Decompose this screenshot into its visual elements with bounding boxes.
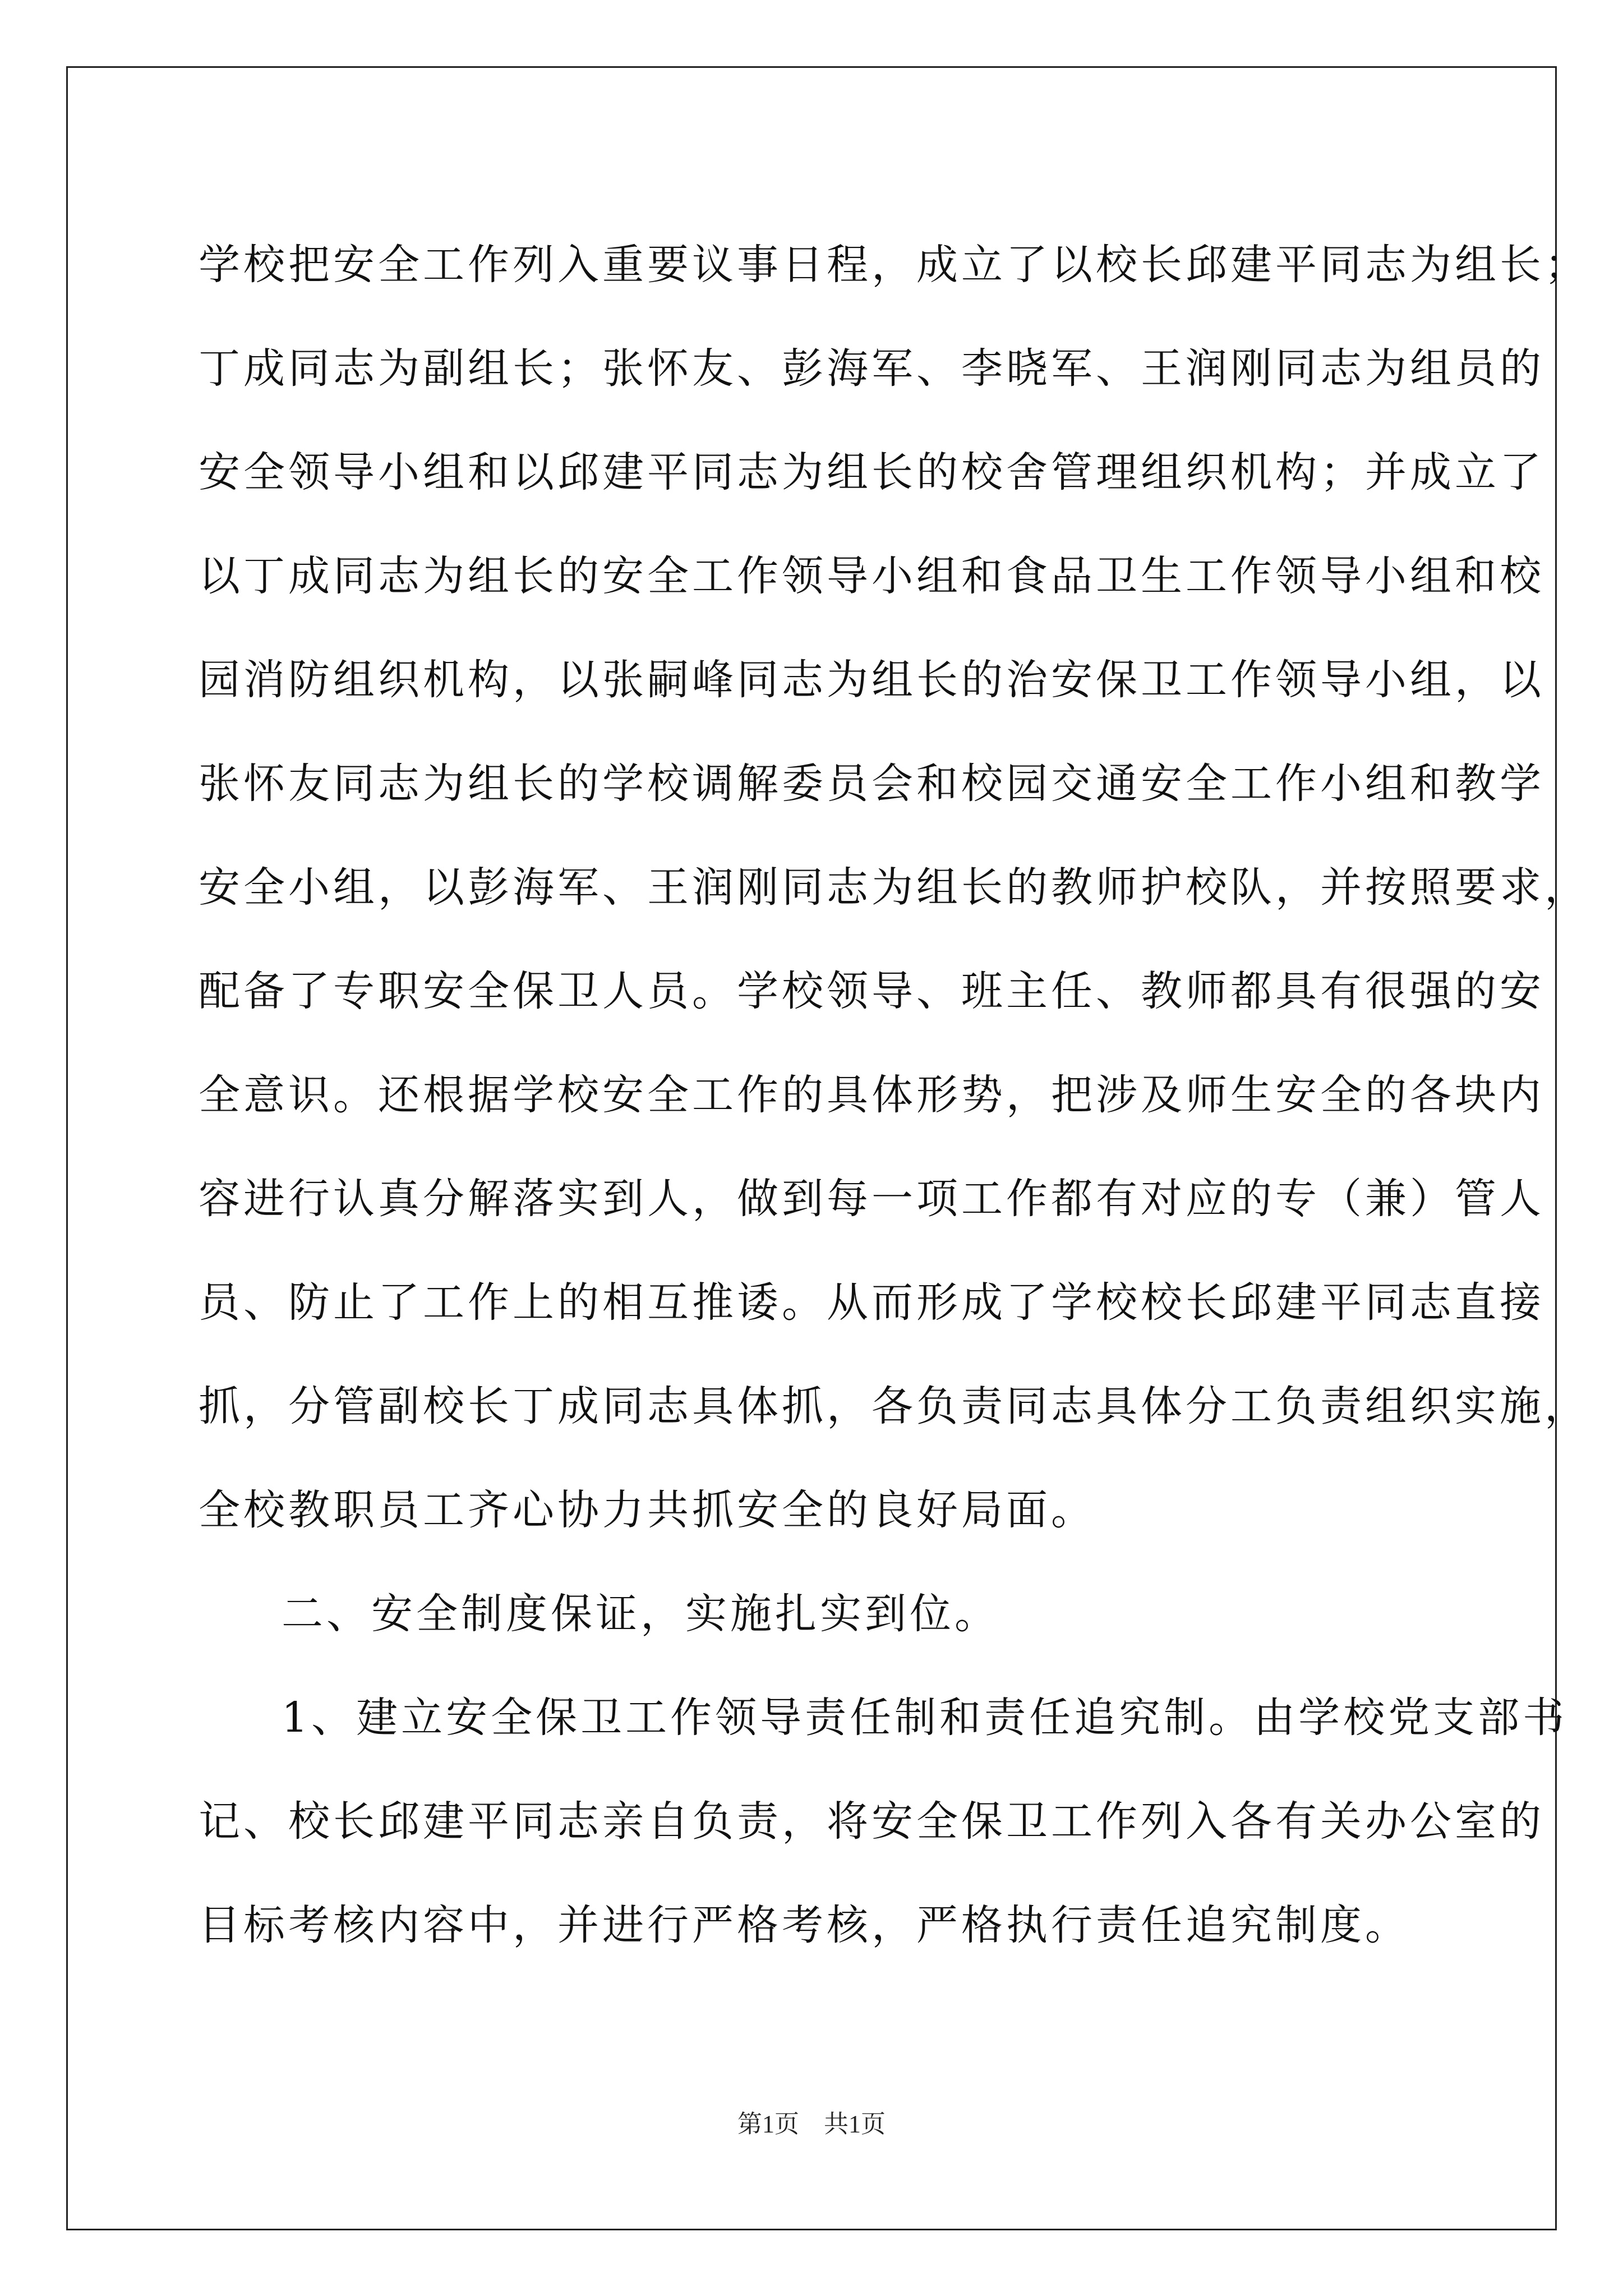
body-line: 全校教职员工齐心协力共抓安全的良好局面。 bbox=[199, 1486, 1096, 1534]
body-line: 安全小组，以彭海军、王润刚同志为组长的教师护校队，并按照要求， bbox=[199, 863, 1589, 912]
body-line: 全意识。还根据学校安全工作的具体形势，把涉及师生安全的各块内 bbox=[199, 1071, 1544, 1119]
document-body bbox=[199, 213, 1589, 1977]
body-line: 安全领导小组和以邱建平同志为组长的校舍管理组织机构；并成立了 bbox=[199, 448, 1544, 496]
section-heading: 二、安全制度保证，实施扎实到位。 bbox=[282, 1590, 999, 1638]
item-1-line: 记、校长邱建平同志亲自负责，将安全保卫工作列入各有关办公室的 bbox=[199, 1797, 1544, 1846]
item-1-line: 目标考核内容中，并进行严格考核，严格执行责任追究制度。 bbox=[199, 1901, 1410, 1949]
page-number-footer: 第1页 共1页 bbox=[737, 2110, 886, 2138]
body-line: 配备了专职安全保卫人员。学校领导、班主任、教师都具有很强的安 bbox=[199, 967, 1544, 1015]
body-line: 张怀友同志为组长的学校调解委员会和校园交通安全工作小组和教学 bbox=[199, 760, 1544, 808]
body-line: 丁成同志为副组长；张怀友、彭海军、李晓军、王润刚同志为组员的 bbox=[199, 344, 1544, 393]
body-line: 容进行认真分解落实到人，做到每一项工作都有对应的专（兼）管人 bbox=[199, 1175, 1544, 1223]
body-line: 学校把安全工作列入重要议事日程，成立了以校长邱建平同志为组长； bbox=[199, 241, 1589, 289]
body-line: 员、防止了工作上的相互推诿。从而形成了学校校长邱建平同志直接 bbox=[199, 1278, 1544, 1327]
item-1-line: 1、建立安全保卫工作领导责任制和责任追究制。由学校党支部书 bbox=[282, 1694, 1568, 1742]
body-line: 以丁成同志为组长的安全工作领导小组和食品卫生工作领导小组和校 bbox=[199, 552, 1544, 600]
body-line: 抓，分管副校长丁成同志具体抓，各负责同志具体分工负责组织实施， bbox=[199, 1382, 1589, 1430]
body-line: 园消防组织机构，以张嗣峰同志为组长的治安保卫工作领导小组，以 bbox=[199, 656, 1544, 704]
